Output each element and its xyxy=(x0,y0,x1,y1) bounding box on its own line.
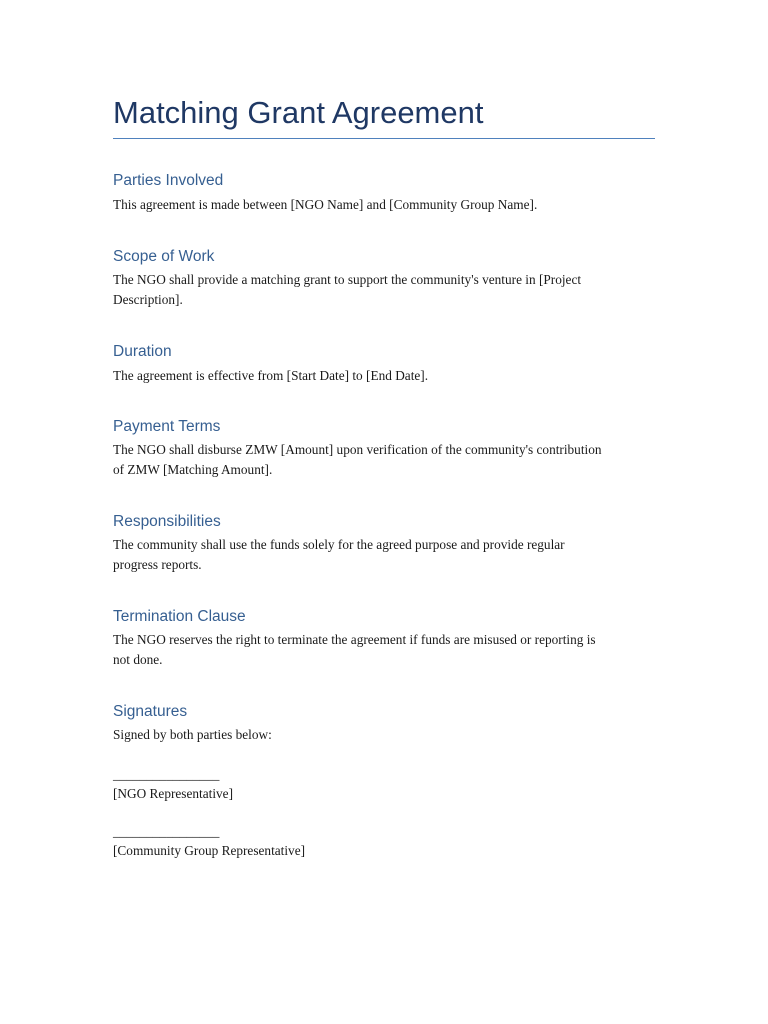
section-heading: Signatures xyxy=(113,703,188,720)
section-duration xyxy=(113,342,655,386)
section-text-line: Signed by both parties below: xyxy=(113,727,272,742)
section-payment-terms xyxy=(113,417,655,479)
signature-line: ________________ xyxy=(113,767,220,782)
section-termination-clause xyxy=(113,607,655,669)
section-parties-involved xyxy=(113,171,655,215)
section-text-line: The community shall use the funds solely for the agreed purpose and provide regular xyxy=(113,537,565,552)
section-text-line: The NGO shall disburse ZMW [Amount] upon verification of the community's contribution xyxy=(113,442,602,457)
section-heading: Scope of Work xyxy=(113,248,215,265)
document-page xyxy=(113,90,655,858)
document-title: Matching Grant Agreement xyxy=(113,90,655,139)
section-heading: Parties Involved xyxy=(113,172,224,189)
section-heading: Payment Terms xyxy=(113,418,221,435)
ngo-signature-block xyxy=(113,765,233,803)
section-text-line: progress reports. xyxy=(113,556,202,572)
section-text-line: The agreement is effective from [Start Date] to [End Date]. xyxy=(113,368,429,383)
ngo-representative-label: [NGO Representative] xyxy=(113,786,233,801)
section-text-line: This agreement is made between [NGO Name] and [Community Group Name]. xyxy=(113,197,538,212)
signature-line: ________________ xyxy=(113,824,220,839)
section-text-line: of ZMW [Matching Amount]. xyxy=(113,461,273,477)
section-text-line: Description]. xyxy=(113,291,183,307)
section-signatures xyxy=(113,702,655,745)
section-scope-of-work xyxy=(113,247,655,309)
section-text-line: not done. xyxy=(113,651,163,667)
section-text-line: The NGO shall provide a matching grant to support the community's venture in [Project xyxy=(113,272,582,287)
section-heading: Termination Clause xyxy=(113,608,246,625)
section-responsibilities xyxy=(113,512,655,574)
section-heading: Duration xyxy=(113,343,172,360)
community-representative-label: [Community Group Representative] xyxy=(113,843,306,858)
section-text-line: The NGO reserves the right to terminate the agreement if funds are misused or reporting is xyxy=(113,632,596,647)
section-heading: Responsibilities xyxy=(113,513,221,530)
community-signature-block xyxy=(113,822,305,860)
